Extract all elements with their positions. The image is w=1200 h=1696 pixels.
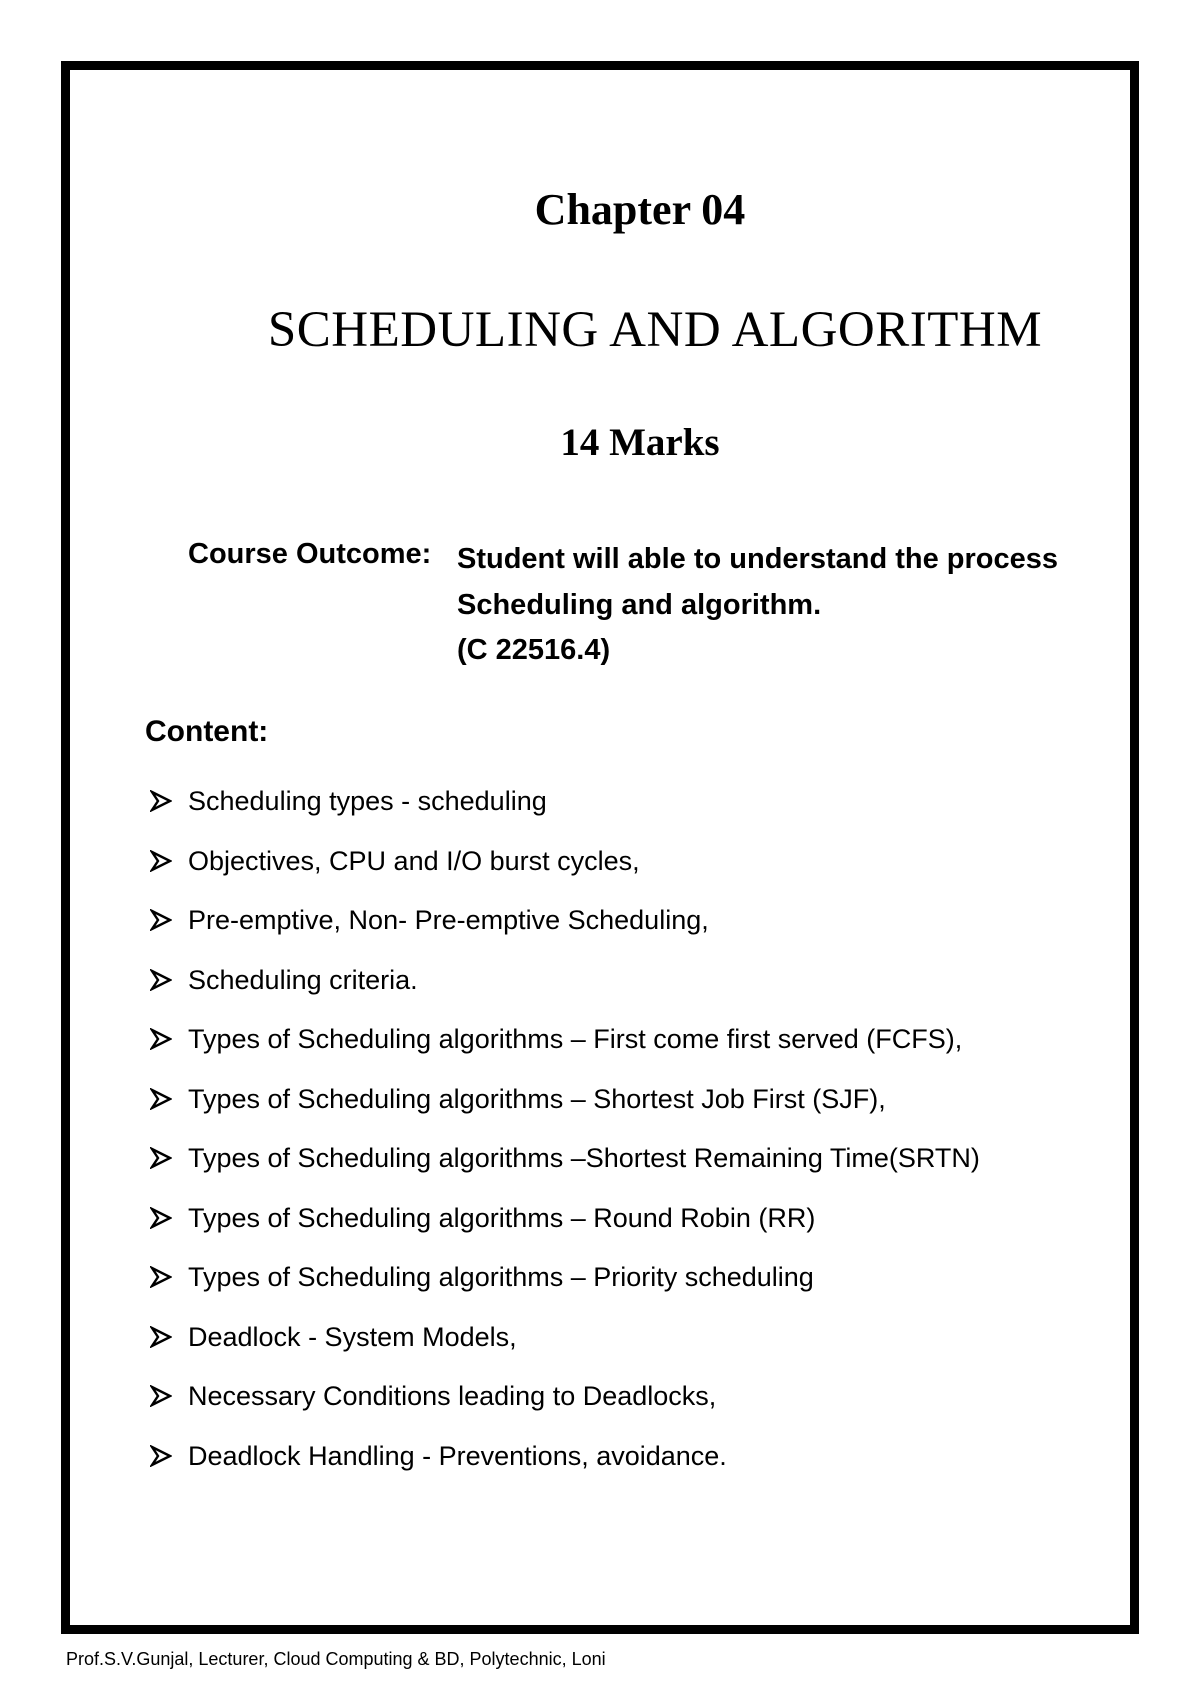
list-item-text: Necessary Conditions leading to Deadlocks,	[188, 1381, 717, 1411]
arrow-bullet-icon	[150, 1379, 188, 1407]
course-outcome-code: (C 22516.4)	[457, 634, 611, 666]
content-list	[150, 784, 980, 1498]
list-item-text: Deadlock - System Models,	[188, 1321, 517, 1352]
arrow-bullet-icon	[150, 1260, 188, 1288]
arrow-bullet-icon	[150, 1201, 188, 1229]
list-item-text: Types of Scheduling algorithms –Shortest Remaining Time(SRTN)	[188, 1143, 980, 1173]
list-item	[150, 903, 980, 963]
list-item	[150, 1439, 980, 1499]
list-item	[150, 784, 980, 844]
arrow-bullet-icon	[150, 1320, 188, 1348]
list-item-text: Scheduling criteria.	[188, 964, 418, 995]
course-outcome-line-2: Scheduling and algorithm.	[457, 589, 822, 621]
arrow-bullet-icon	[150, 1082, 188, 1110]
arrow-bullet-icon	[150, 1022, 188, 1050]
list-item	[150, 1141, 980, 1201]
list-item	[150, 1082, 980, 1142]
list-item	[150, 1379, 980, 1439]
list-item-text: Scheduling types - scheduling	[188, 786, 547, 816]
list-item	[150, 1022, 980, 1082]
list-item-text: Pre-emptive, Non- Pre-emptive Scheduling,	[188, 905, 709, 935]
arrow-bullet-icon	[150, 1141, 188, 1169]
marks-label: 14 Marks	[560, 421, 720, 464]
chapter-title: SCHEDULING AND ALGORITHM	[267, 302, 1043, 358]
list-item-text: Types of Scheduling algorithms – First come first served (FCFS),	[188, 1024, 963, 1054]
list-item	[150, 1320, 980, 1380]
arrow-bullet-icon	[150, 1439, 188, 1467]
list-item-text: Types of Scheduling algorithms – Shortest Job First (SJF),	[188, 1083, 886, 1114]
course-outcome-line-1: Student will able to understand the process	[457, 543, 1059, 575]
list-item	[150, 844, 980, 904]
arrow-bullet-icon	[150, 784, 188, 812]
course-outcome-label: Course Outcome:	[188, 538, 432, 570]
list-item-text: Deadlock Handling - Preventions, avoidance.	[188, 1440, 727, 1471]
list-item	[150, 963, 980, 1023]
content-heading: Content:	[145, 715, 269, 748]
page-footer: Prof.S.V.Gunjal, Lecturer, Cloud Computing & BD, Polytechnic, Loni	[66, 1649, 606, 1669]
arrow-bullet-icon	[150, 844, 188, 872]
chapter-number: Chapter 04	[534, 185, 746, 234]
arrow-bullet-icon	[150, 903, 188, 931]
course-outcome-text	[457, 536, 1058, 628]
list-item	[150, 1260, 980, 1320]
arrow-bullet-icon	[150, 963, 188, 991]
list-item-text: Objectives, CPU and I/O burst cycles,	[188, 845, 640, 876]
list-item-text: Types of Scheduling algorithms – Priority scheduling	[188, 1262, 814, 1292]
list-item	[150, 1201, 980, 1261]
list-item-text: Types of Scheduling algorithms – Round Robin (RR)	[188, 1202, 816, 1233]
